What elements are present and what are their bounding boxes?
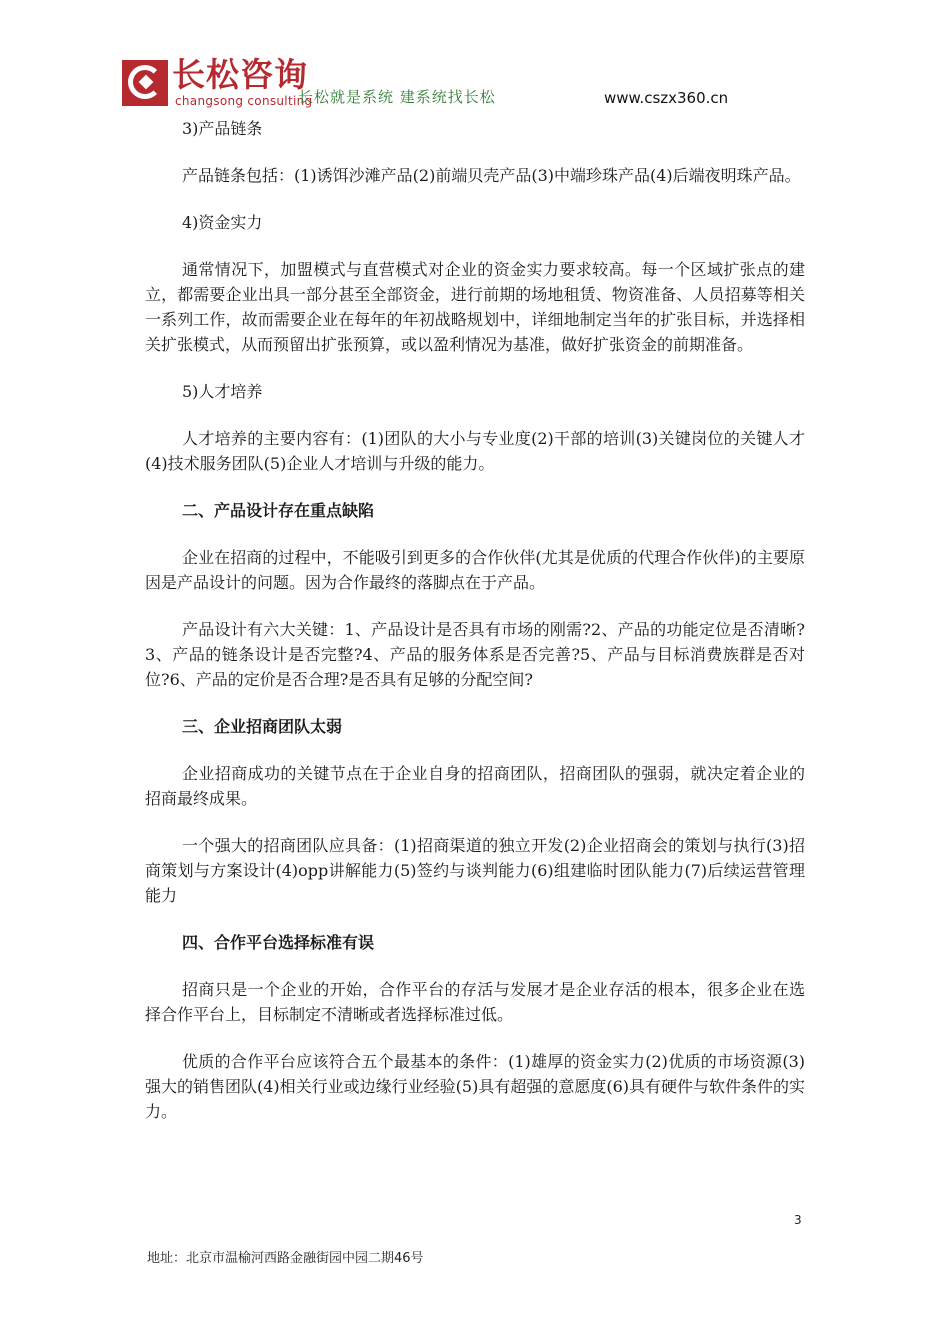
subheading-talent-training: 5)人才培养 xyxy=(182,382,263,401)
logo-chinese-name: 长松咨询 xyxy=(172,55,308,94)
header-website: www.cszx360.cn xyxy=(604,89,729,107)
changsong-logo-icon xyxy=(122,60,168,106)
paragraph: 优质的合作平台应该符合五个最基本的条件：(1)雄厚的资金实力(2)优质的市场资源(3)强大的销售团队(4)相关行业或边缘行业经验(5)具有超强的意愿度(6)具有硬件与软件条件的实力。 xyxy=(145,1052,805,1121)
footer-address: 地址：北京市温榆河西路金融街园中园二期46号 xyxy=(147,1251,424,1266)
section-heading: 三、企业招商团队太弱 xyxy=(182,717,343,736)
paragraph: 通常情况下，加盟模式与直营模式对企业的资金实力要求较高。每一个区域扩张点的建立，都需要企业出具一部分甚至全部资金，进行前期的场地租赁、物资准备、人员招募等相关一系列工作，故而需要企业在每年的年初战略规划中，详细地制定当年的扩张目标，并选择相关扩张模式，从而预留出扩张预算，或以盈利情况为基准，做好扩张资金的前期准备。 xyxy=(145,260,805,354)
section-heading: 二、产品设计存在重点缺陷 xyxy=(182,501,375,520)
subheading-product-chain: 3)产品链条 xyxy=(182,119,263,138)
paragraph: 企业招商成功的关键节点在于企业自身的招商团队，招商团队的强弱，就决定着企业的招商最终成果。 xyxy=(145,764,805,808)
document-body xyxy=(145,116,805,1146)
paragraph: 企业在招商的过程中，不能吸引到更多的合作伙伴(尤其是优质的代理合作伙伴)的主要原因是产品设计的问题。因为合作最终的落脚点在于产品。 xyxy=(145,548,805,592)
subheading-capital-strength: 4)资金实力 xyxy=(182,213,263,232)
header-slogan: 长松就是系统 建系统找长松 xyxy=(298,88,496,106)
section-heading: 四、合作平台选择标准有误 xyxy=(182,933,375,952)
logo-english-name: changsong consulting xyxy=(175,94,313,108)
paragraph: 产品链条包括：(1)诱饵沙滩产品(2)前端贝壳产品(3)中端珍珠产品(4)后端夜明珠产品。 xyxy=(182,166,801,185)
paragraph: 产品设计有六大关键：1、产品设计是否具有市场的刚需?2、产品的功能定位是否清晰?3、产品的链条设计是否完整?4、产品的服务体系是否完善?5、产品与目标消费族群是否对位?6、产品的定价是否合理?是否具有足够的分配空间? xyxy=(145,620,805,689)
paragraph: 招商只是一个企业的开始，合作平台的存活与发展才是企业存活的根本，很多企业在选择合作平台上，目标制定不清晰或者选择标准过低。 xyxy=(145,980,805,1024)
page-header xyxy=(0,0,950,120)
paragraph: 人才培养的主要内容有：(1)团队的大小与专业度(2)干部的培训(3)关键岗位的关键人才(4)技术服务团队(5)企业人才培训与升级的能力。 xyxy=(145,429,805,473)
paragraph: 一个强大的招商团队应具备：(1)招商渠道的独立开发(2)企业招商会的策划与执行(3)招商策划与方案设计(4)opp讲解能力(5)签约与谈判能力(6)组建临时团队能力(7)后续运营管理能力 xyxy=(145,836,805,905)
page-number: 3 xyxy=(794,1213,802,1227)
